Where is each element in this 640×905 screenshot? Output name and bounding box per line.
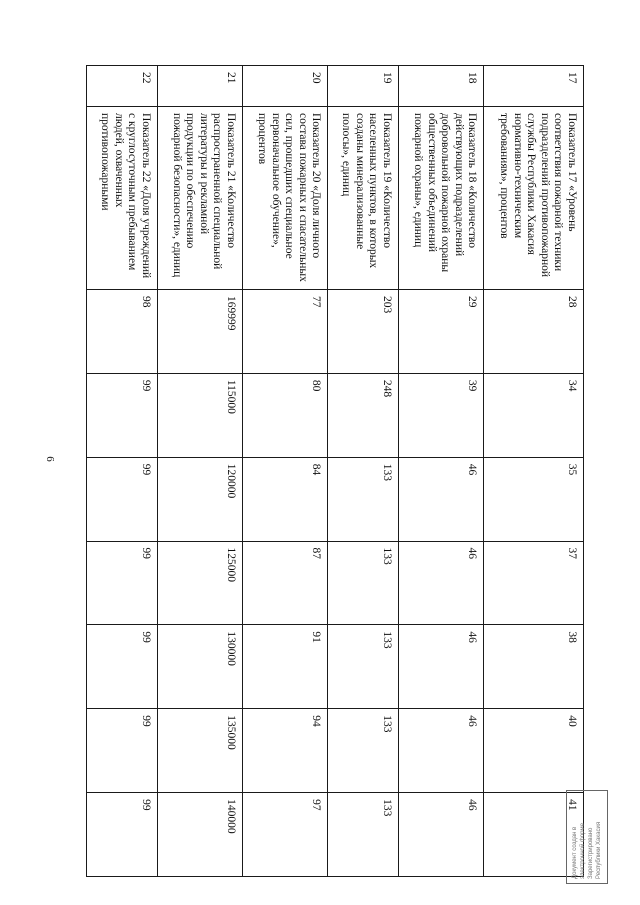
value-cell: 40	[484, 709, 584, 793]
value-cell: 120000	[157, 457, 242, 541]
indicators-table	[86, 65, 584, 877]
row-number: 22	[87, 66, 158, 107]
stamp-line: Документ создан в электронной форме	[572, 823, 586, 879]
stamp-line: Республики Хакасия	[596, 821, 602, 879]
row-number: 19	[328, 66, 399, 107]
value-cell: 133	[328, 541, 399, 625]
table-row	[484, 66, 584, 877]
value-cell: 99	[87, 457, 158, 541]
value-cell: 37	[484, 541, 584, 625]
page-number: 6	[44, 456, 56, 462]
value-cell: 84	[242, 457, 327, 541]
value-cell: 29	[398, 290, 483, 374]
stamp-text	[571, 791, 605, 879]
table-row	[87, 66, 158, 877]
row-number: 20	[242, 66, 327, 107]
value-cell: 35	[484, 457, 584, 541]
value-cell: 46	[398, 541, 483, 625]
indicators-table-rotated	[86, 65, 584, 877]
indicator-name: Показатель 18 «Количество действующих подразделений добровольной пожарной охраны общественных объединений пожарной охраны», единиц	[398, 107, 483, 290]
value-cell: 97	[242, 793, 327, 877]
value-cell: 248	[328, 373, 399, 457]
value-cell: 46	[398, 625, 483, 709]
value-cell: 99	[87, 625, 158, 709]
value-cell: 46	[398, 793, 483, 877]
indicator-name: Показатель 19 «Количество населенных пунктов, в которых созданы минерализованные полосы», единиц	[328, 107, 399, 290]
row-number: 17	[484, 66, 584, 107]
indicator-name: Показатель 17 «Уровень соответствия пожарной техники подразделений противопожарной службы Республики Хакасия нормативно-техническим требованиям», процентов	[484, 107, 584, 290]
indicator-name: Показатель 20 «Доля личного состава пожарных и спасательных сил, прошедших специальное первоначальное обучение», процентов	[242, 107, 327, 290]
value-cell: 133	[328, 793, 399, 877]
value-cell: 87	[242, 541, 327, 625]
table-row	[328, 66, 399, 877]
value-cell: 46	[398, 709, 483, 793]
value-cell: 115000	[157, 373, 242, 457]
row-number: 21	[157, 66, 242, 107]
value-cell: 135000	[157, 709, 242, 793]
value-cell: 28	[484, 290, 584, 374]
value-cell: 133	[328, 709, 399, 793]
value-cell: 80	[242, 373, 327, 457]
electronic-signature-stamp	[566, 790, 608, 884]
indicator-name: Показатель 21 «Количество распространенной специальной литературы и рекламной продукции по обеспечению пожарной безопасности», единиц	[157, 107, 242, 290]
value-cell: 99	[87, 373, 158, 457]
row-number: 18	[398, 66, 483, 107]
value-cell: 133	[328, 457, 399, 541]
table-row	[398, 66, 483, 877]
value-cell: 203	[328, 290, 399, 374]
value-cell: 99	[87, 793, 158, 877]
indicator-name: Показатель 22 «Доля учреждений с круглосуточным пребыванием людей, охваченных противопожарными	[87, 107, 158, 290]
value-cell: 77	[242, 290, 327, 374]
value-cell: 41	[484, 793, 584, 877]
stamp-line: Зарегистрировано	[588, 827, 594, 879]
value-cell: 94	[242, 709, 327, 793]
value-cell: 99	[87, 541, 158, 625]
value-cell: 140000	[157, 793, 242, 877]
value-cell: 169999	[157, 290, 242, 374]
value-cell: 46	[398, 457, 483, 541]
value-cell: 38	[484, 625, 584, 709]
value-cell: 125000	[157, 541, 242, 625]
value-cell: 91	[242, 625, 327, 709]
value-cell: 34	[484, 373, 584, 457]
value-cell: 98	[87, 290, 158, 374]
value-cell: 130000	[157, 625, 242, 709]
value-cell: 99	[87, 709, 158, 793]
table-row	[157, 66, 242, 877]
value-cell: 39	[398, 373, 483, 457]
value-cell: 133	[328, 625, 399, 709]
table-row	[242, 66, 327, 877]
